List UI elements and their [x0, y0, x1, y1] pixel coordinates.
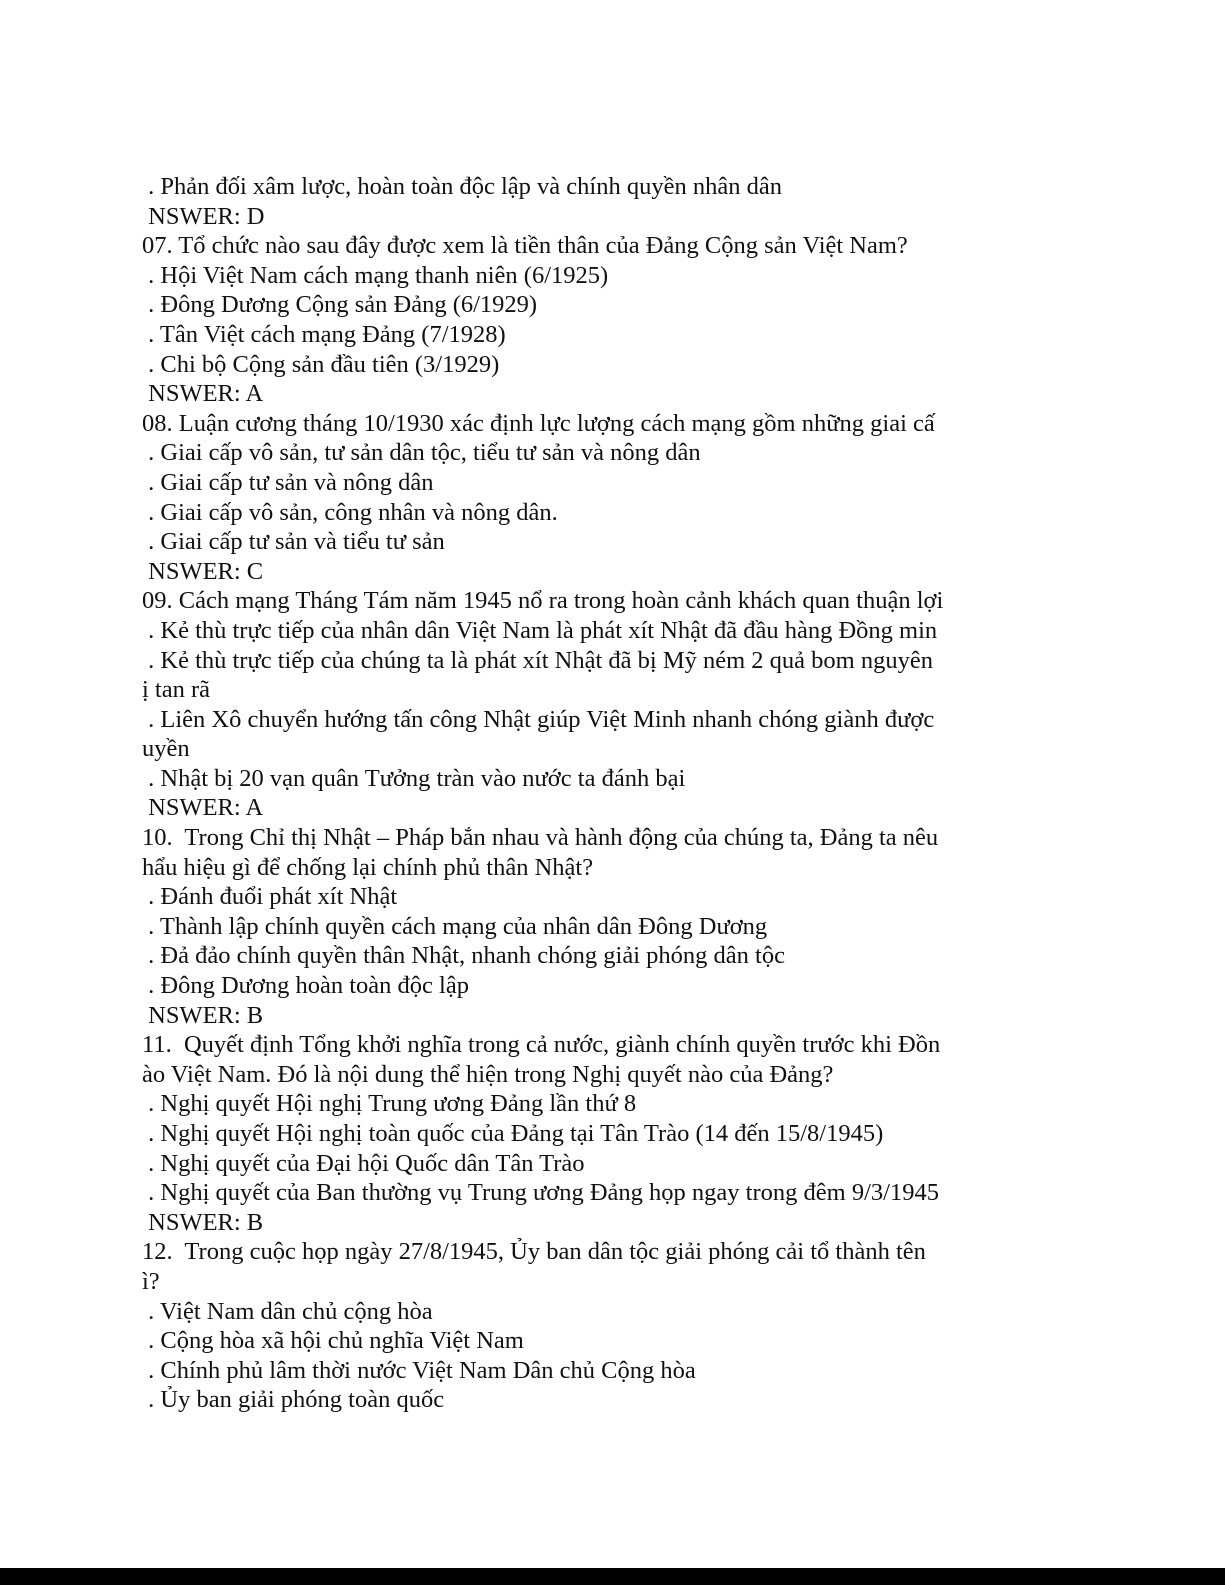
question-continuation: hẩu hiệu gì để chống lại chính phủ thân Nhật? — [142, 853, 594, 881]
answer-option: . Phản đối xâm lược, hoàn toàn độc lập và chính quyền nhân dân — [142, 173, 782, 200]
answer-option: . Đông Dương Cộng sản Đảng (6/1929) — [142, 291, 538, 319]
answer-option: . Ủy ban giải phóng toàn quốc — [142, 1386, 445, 1414]
answer-option-continuation: ị tan rã — [142, 676, 211, 704]
question-09: 09. Cách mạng Tháng Tám năm 1945 nổ ra trong hoàn cảnh khách quan thuận lợi — [142, 587, 944, 615]
answer-option: . Đả đảo chính quyền thân Nhật, nhanh chóng giải phóng dân tộc — [142, 942, 785, 970]
answer-option: . Tân Việt cách mạng Đảng (7/1928) — [142, 320, 506, 348]
answer-option: . Nghị quyết Hội nghị Trung ương Đảng lần thứ 8 — [142, 1090, 637, 1118]
answer-option: . Nghị quyết Hội nghị toàn quốc của Đảng tại Tân Trào (14 đến 15/8/1945) — [142, 1120, 884, 1147]
answer-option: . Hội Việt Nam cách mạng thanh niên (6/1925) — [142, 261, 609, 289]
question-continuation: ì? — [142, 1267, 160, 1295]
answer-option: . Nghị quyết của Ban thường vụ Trung ương Đảng họp ngay trong đêm 9/3/1945 — [142, 1179, 939, 1207]
answer-option: . Giai cấp tư sản và tiểu tư sản — [142, 528, 445, 556]
question-07: 07. Tổ chức nào sau đây được xem là tiền thân của Đảng Cộng sản Việt Nam? — [142, 232, 908, 260]
answer-option: . Việt Nam dân chủ cộng hòa — [142, 1297, 433, 1325]
answer-option: . Kẻ thù trực tiếp của chúng ta là phát xít Nhật đã bị Mỹ ném 2 quả bom nguyên — [142, 646, 933, 674]
answer-option: . Nghị quyết của Đại hội Quốc dân Tân Trào — [142, 1149, 585, 1177]
answer-option: . Chi bộ Cộng sản đầu tiên (3/1929) — [142, 350, 500, 378]
bottom-border — [0, 1568, 1225, 1585]
answer-key: NSWER: D — [142, 202, 265, 230]
answer-option: . Giai cấp tư sản và nông dân — [142, 468, 434, 496]
answer-option: . Liên Xô chuyển hướng tấn công Nhật giúp Việt Minh nhanh chóng giành được — [142, 705, 935, 733]
answer-key: NSWER: B — [142, 1001, 264, 1029]
question-11: 11. Quyết định Tổng khởi nghĩa trong cả nước, giành chính quyền trước khi Đồn — [142, 1031, 941, 1059]
answer-key: NSWER: A — [142, 794, 264, 822]
question-continuation: ào Việt Nam. Đó là nội dung thể hiện trong Nghị quyết nào của Đảng? — [142, 1060, 834, 1088]
question-10: 10. Trong Chỉ thị Nhật – Pháp bắn nhau và hành động của chúng ta, Đảng ta nêu — [142, 824, 939, 852]
document-text — [142, 172, 1217, 1415]
answer-option: . Cộng hòa xã hội chủ nghĩa Việt Nam — [142, 1327, 524, 1355]
question-08: 08. Luận cương tháng 10/1930 xác định lực lượng cách mạng gồm những giai cấ — [142, 409, 935, 437]
answer-option: . Chính phủ lâm thời nước Việt Nam Dân chủ Cộng hòa — [142, 1356, 696, 1384]
answer-option: . Đánh đuổi phát xít Nhật — [142, 883, 398, 911]
answer-option-continuation: uyền — [142, 735, 190, 763]
answer-option: . Nhật bị 20 vạn quân Tưởng tràn vào nước ta đánh bại — [142, 764, 686, 792]
answer-option: . Giai cấp vô sản, công nhân và nông dân. — [142, 498, 558, 526]
answer-option: . Thành lập chính quyền cách mạng của nhân dân Đông Dương — [142, 912, 768, 940]
answer-key: NSWER: A — [142, 380, 264, 408]
question-12: 12. Trong cuộc họp ngày 27/8/1945, Ủy ban dân tộc giải phóng cải tổ thành tên — [142, 1238, 926, 1266]
answer-option: . Giai cấp vô sản, tư sản dân tộc, tiểu tư sản và nông dân — [142, 439, 701, 467]
answer-key: NSWER: C — [142, 557, 264, 585]
answer-key: NSWER: B — [142, 1208, 264, 1236]
answer-option: . Kẻ thù trực tiếp của nhân dân Việt Nam là phát xít Nhật đã đầu hàng Đồng min — [142, 616, 938, 644]
answer-option: . Đông Dương hoàn toàn độc lập — [142, 972, 469, 1000]
